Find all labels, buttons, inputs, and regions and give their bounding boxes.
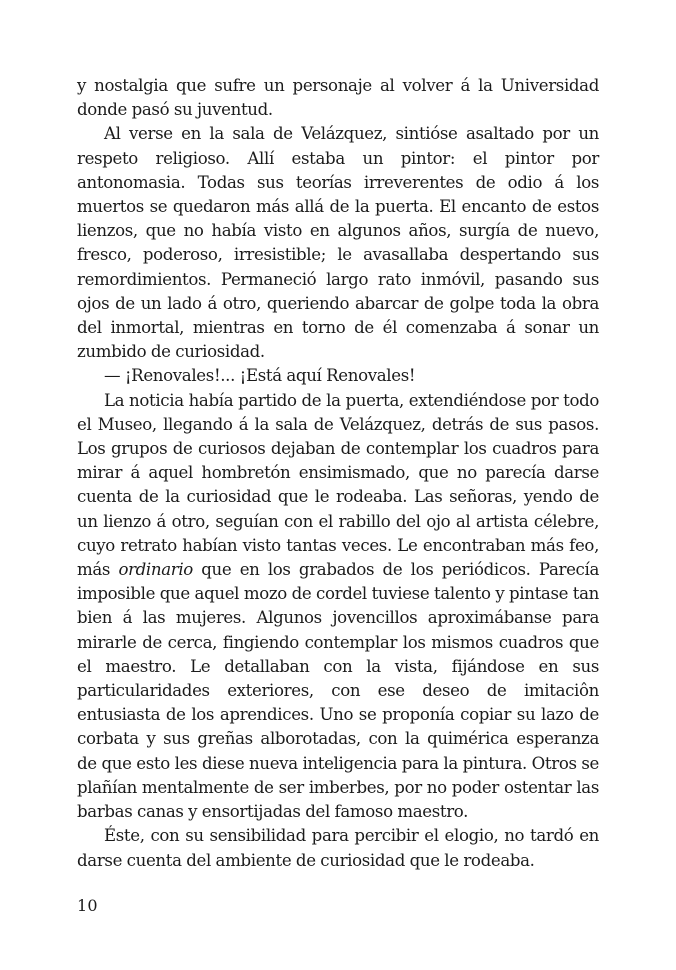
dialogue-line: — ¡Renovales!... ¡Está aquí Renovales! bbox=[104, 366, 416, 386]
paragraph-velazquez-room: Al verse en la sala de Velázquez, sintióse asaltado por un respeto religioso. Allí estaba un pintor: el pintor por antonomasia. Todas sus teorías irreverentes de odio á los muertos se quedaron más allá de la puerta. El encanto de estos lienzos, que no había visto en algunos años, surgía de nuevo, fresco, poderoso, irresistible; le avasallaba despertando sus remordimientos. Permaneció largo rato inmóvil, pasando sus ojos de un lado á otro, queriendo abarcar de golpe toda la obra del inmortal, mientras en torno de él comenzaba á sonar un zumbido de curiosidad. bbox=[77, 124, 599, 362]
page-number: 10 bbox=[77, 896, 98, 915]
italic-word: ordinario bbox=[118, 560, 193, 580]
page-body bbox=[77, 74, 599, 873]
paragraph-closing: Éste, con su sensibilidad para percibir el elogio, no tardó en darse cuenta del ambiente de curiosidad que le rodeaba. bbox=[77, 826, 599, 870]
paragraph-museum-news bbox=[77, 389, 599, 825]
paragraph-text-before: La noticia había partido de la puerta, extendiéndose por todo el Museo, llegando á la sala de Velázquez, detrás de sus pasos. Los grupos de curiosos dejaban de contemplar los cuadros para mirar á aquel hombretón ensimismado, que no parecía darse cuenta de la curiosidad que le rodeaba. Las señoras, yendo de un lienzo á otro, seguían con el rabillo del ojo al artista célebre, cuyo retrato habían visto tantas veces. Le encontraban más feo, más bbox=[77, 390, 599, 580]
paragraph-text-after: que en los grabados de los periódicos. Parecía imposible que aquel mozo de cordel tuviese talento y pintase tan bien á las mujeres. Algunos jovencillos aproximábanse para mirarle de cerca, fingiendo contemplar los mismos cuadros que el maestro. Le detallaban con la vista, fijándose en sus particularidades exteriores, con ese deseo de imitaciôn entusiasta de los aprendices. Uno se proponía copiar su lazo de corbata y sus greñas alborotadas, con la quimérica esperanza de que esto les diese nueva inteligencia para la pintura. Otros se plañían mentalmente de ser imberbes, por no poder ostentar las barbas canas y ensortijadas del famoso maestro. bbox=[77, 560, 599, 822]
paragraph-continued: y nostalgia que sufre un personaje al volver á la Universidad donde pasó su juventud. bbox=[77, 76, 599, 120]
